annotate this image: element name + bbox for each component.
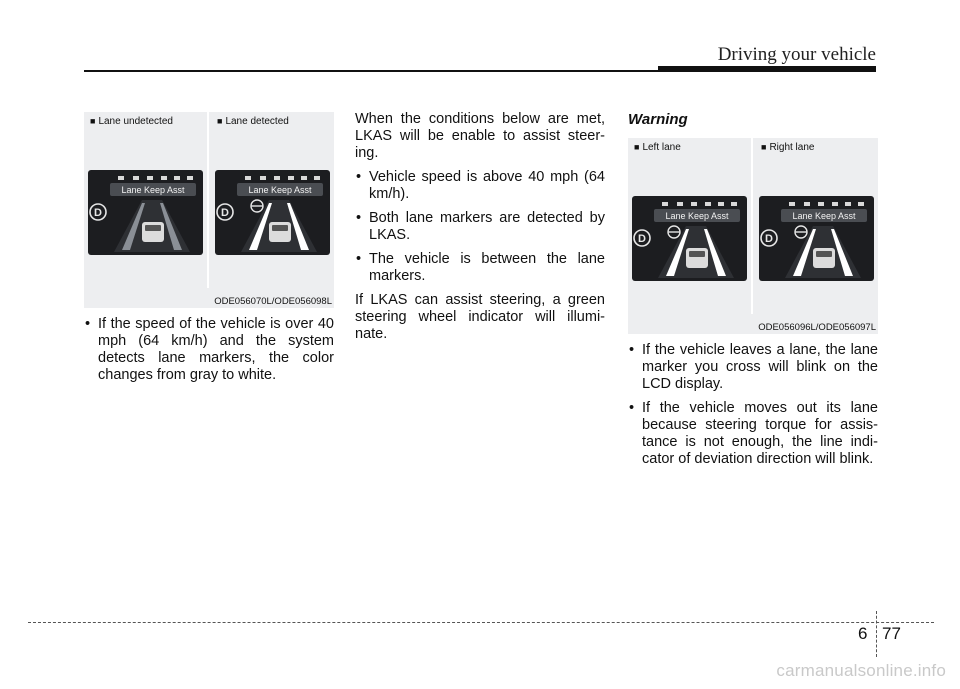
panel-divider — [751, 138, 753, 314]
lkas-display-screen — [88, 170, 203, 255]
section-number: 6 — [858, 624, 868, 643]
panel-label-text: Lane undetected — [98, 116, 173, 127]
gear-d-label: D — [638, 233, 646, 245]
lkas-display-screen — [215, 170, 330, 255]
status-icon — [845, 202, 851, 206]
gear-d-label: D — [765, 233, 773, 245]
status-icon — [174, 176, 180, 180]
status-icon — [245, 176, 251, 180]
vehicle-windshield — [816, 251, 832, 257]
vehicle-windshield — [145, 225, 161, 231]
status-icon — [260, 176, 266, 180]
status-icon — [804, 202, 810, 206]
status-icon — [789, 202, 795, 206]
panel-divider — [207, 112, 209, 288]
status-icon — [705, 202, 711, 206]
square-bullet-icon: ■ — [634, 142, 640, 152]
screen-title: Lane Keep Asst — [248, 185, 312, 195]
panel-label-text: Right lane — [769, 142, 815, 153]
status-icon — [677, 202, 683, 206]
square-bullet-icon: ■ — [761, 142, 767, 152]
figure-panel-lane-detected — [211, 112, 333, 292]
status-icon — [314, 176, 320, 180]
footer-divider — [876, 611, 877, 657]
status-icon — [818, 202, 824, 206]
left-column — [84, 316, 334, 391]
figure-caption: ODE056096L/ODE056097L — [758, 322, 876, 333]
bullet-item: • If the speed of the vehicle is over 40 mph (64 km/h) and the system detects lane markers, the color changes from gray to white. — [84, 316, 334, 384]
gear-d-label: D — [94, 207, 102, 219]
panel-label — [634, 142, 681, 153]
status-icon — [718, 202, 724, 206]
vehicle-windshield — [689, 251, 705, 257]
status-icon — [274, 176, 280, 180]
status-icon — [662, 202, 668, 206]
screen-title: Lane Keep Asst — [792, 211, 856, 221]
bullet-item: • If the vehicle moves out its lane because steering torque for assis- tance is not enough, the line indi- cator of deviation direction will blink. — [628, 400, 878, 468]
screen-title: Lane Keep Asst — [665, 211, 729, 221]
panel-label — [217, 116, 289, 127]
panel-label-text: Left lane — [642, 142, 681, 153]
header-rule-accent — [658, 66, 876, 72]
square-bullet-icon: ■ — [90, 116, 96, 126]
intro-paragraph: When the conditions below are met, LKAS will be enable to assist steer- ing. — [355, 111, 605, 161]
figure-panel-lane-undetected — [84, 112, 206, 292]
footer-rule — [28, 622, 934, 623]
status-icon — [858, 202, 864, 206]
status-icon — [118, 176, 124, 180]
panel-label-text: Lane detected — [225, 116, 289, 127]
status-icon — [147, 176, 153, 180]
warning-heading: Warning — [628, 111, 688, 128]
status-icon — [691, 202, 697, 206]
status-icon — [133, 176, 139, 180]
bullet-item: • The vehicle is between the lane markers. — [355, 251, 605, 285]
figure-lane-detection — [84, 112, 334, 308]
gear-d-label: D — [221, 207, 229, 219]
status-icon — [288, 176, 294, 180]
bullet-item: • If the vehicle leaves a lane, the lane marker you cross will blink on the LCD display. — [628, 342, 878, 393]
status-icon — [832, 202, 838, 206]
status-icon — [731, 202, 737, 206]
outro-paragraph: If LKAS can assist steering, a green steering wheel indicator will illumi- nate. — [355, 292, 605, 342]
figure-panel-right-lane — [755, 138, 877, 318]
square-bullet-icon: ■ — [217, 116, 223, 126]
figure-caption: ODE056070L/ODE056098L — [214, 296, 332, 307]
header-title: Driving your vehicle — [717, 44, 876, 65]
status-icon — [187, 176, 193, 180]
figure-lane-departure — [628, 138, 878, 334]
figure-panel-left-lane — [628, 138, 750, 318]
status-icon — [161, 176, 167, 180]
screen-title: Lane Keep Asst — [121, 185, 185, 195]
bullet-item: • Vehicle speed is above 40 mph (64 km/h). — [355, 169, 605, 203]
panel-label — [761, 142, 814, 153]
panel-label — [90, 116, 173, 127]
middle-column — [355, 111, 605, 350]
vehicle-windshield — [272, 225, 288, 231]
lkas-display-screen — [632, 196, 747, 281]
page-number: 77 — [882, 624, 901, 643]
status-icon — [301, 176, 307, 180]
right-column — [628, 342, 878, 475]
bullet-item: • Both lane markers are detected by LKAS. — [355, 210, 605, 244]
lkas-display-screen — [759, 196, 874, 281]
watermark: carmanualsonline.info — [776, 661, 946, 680]
